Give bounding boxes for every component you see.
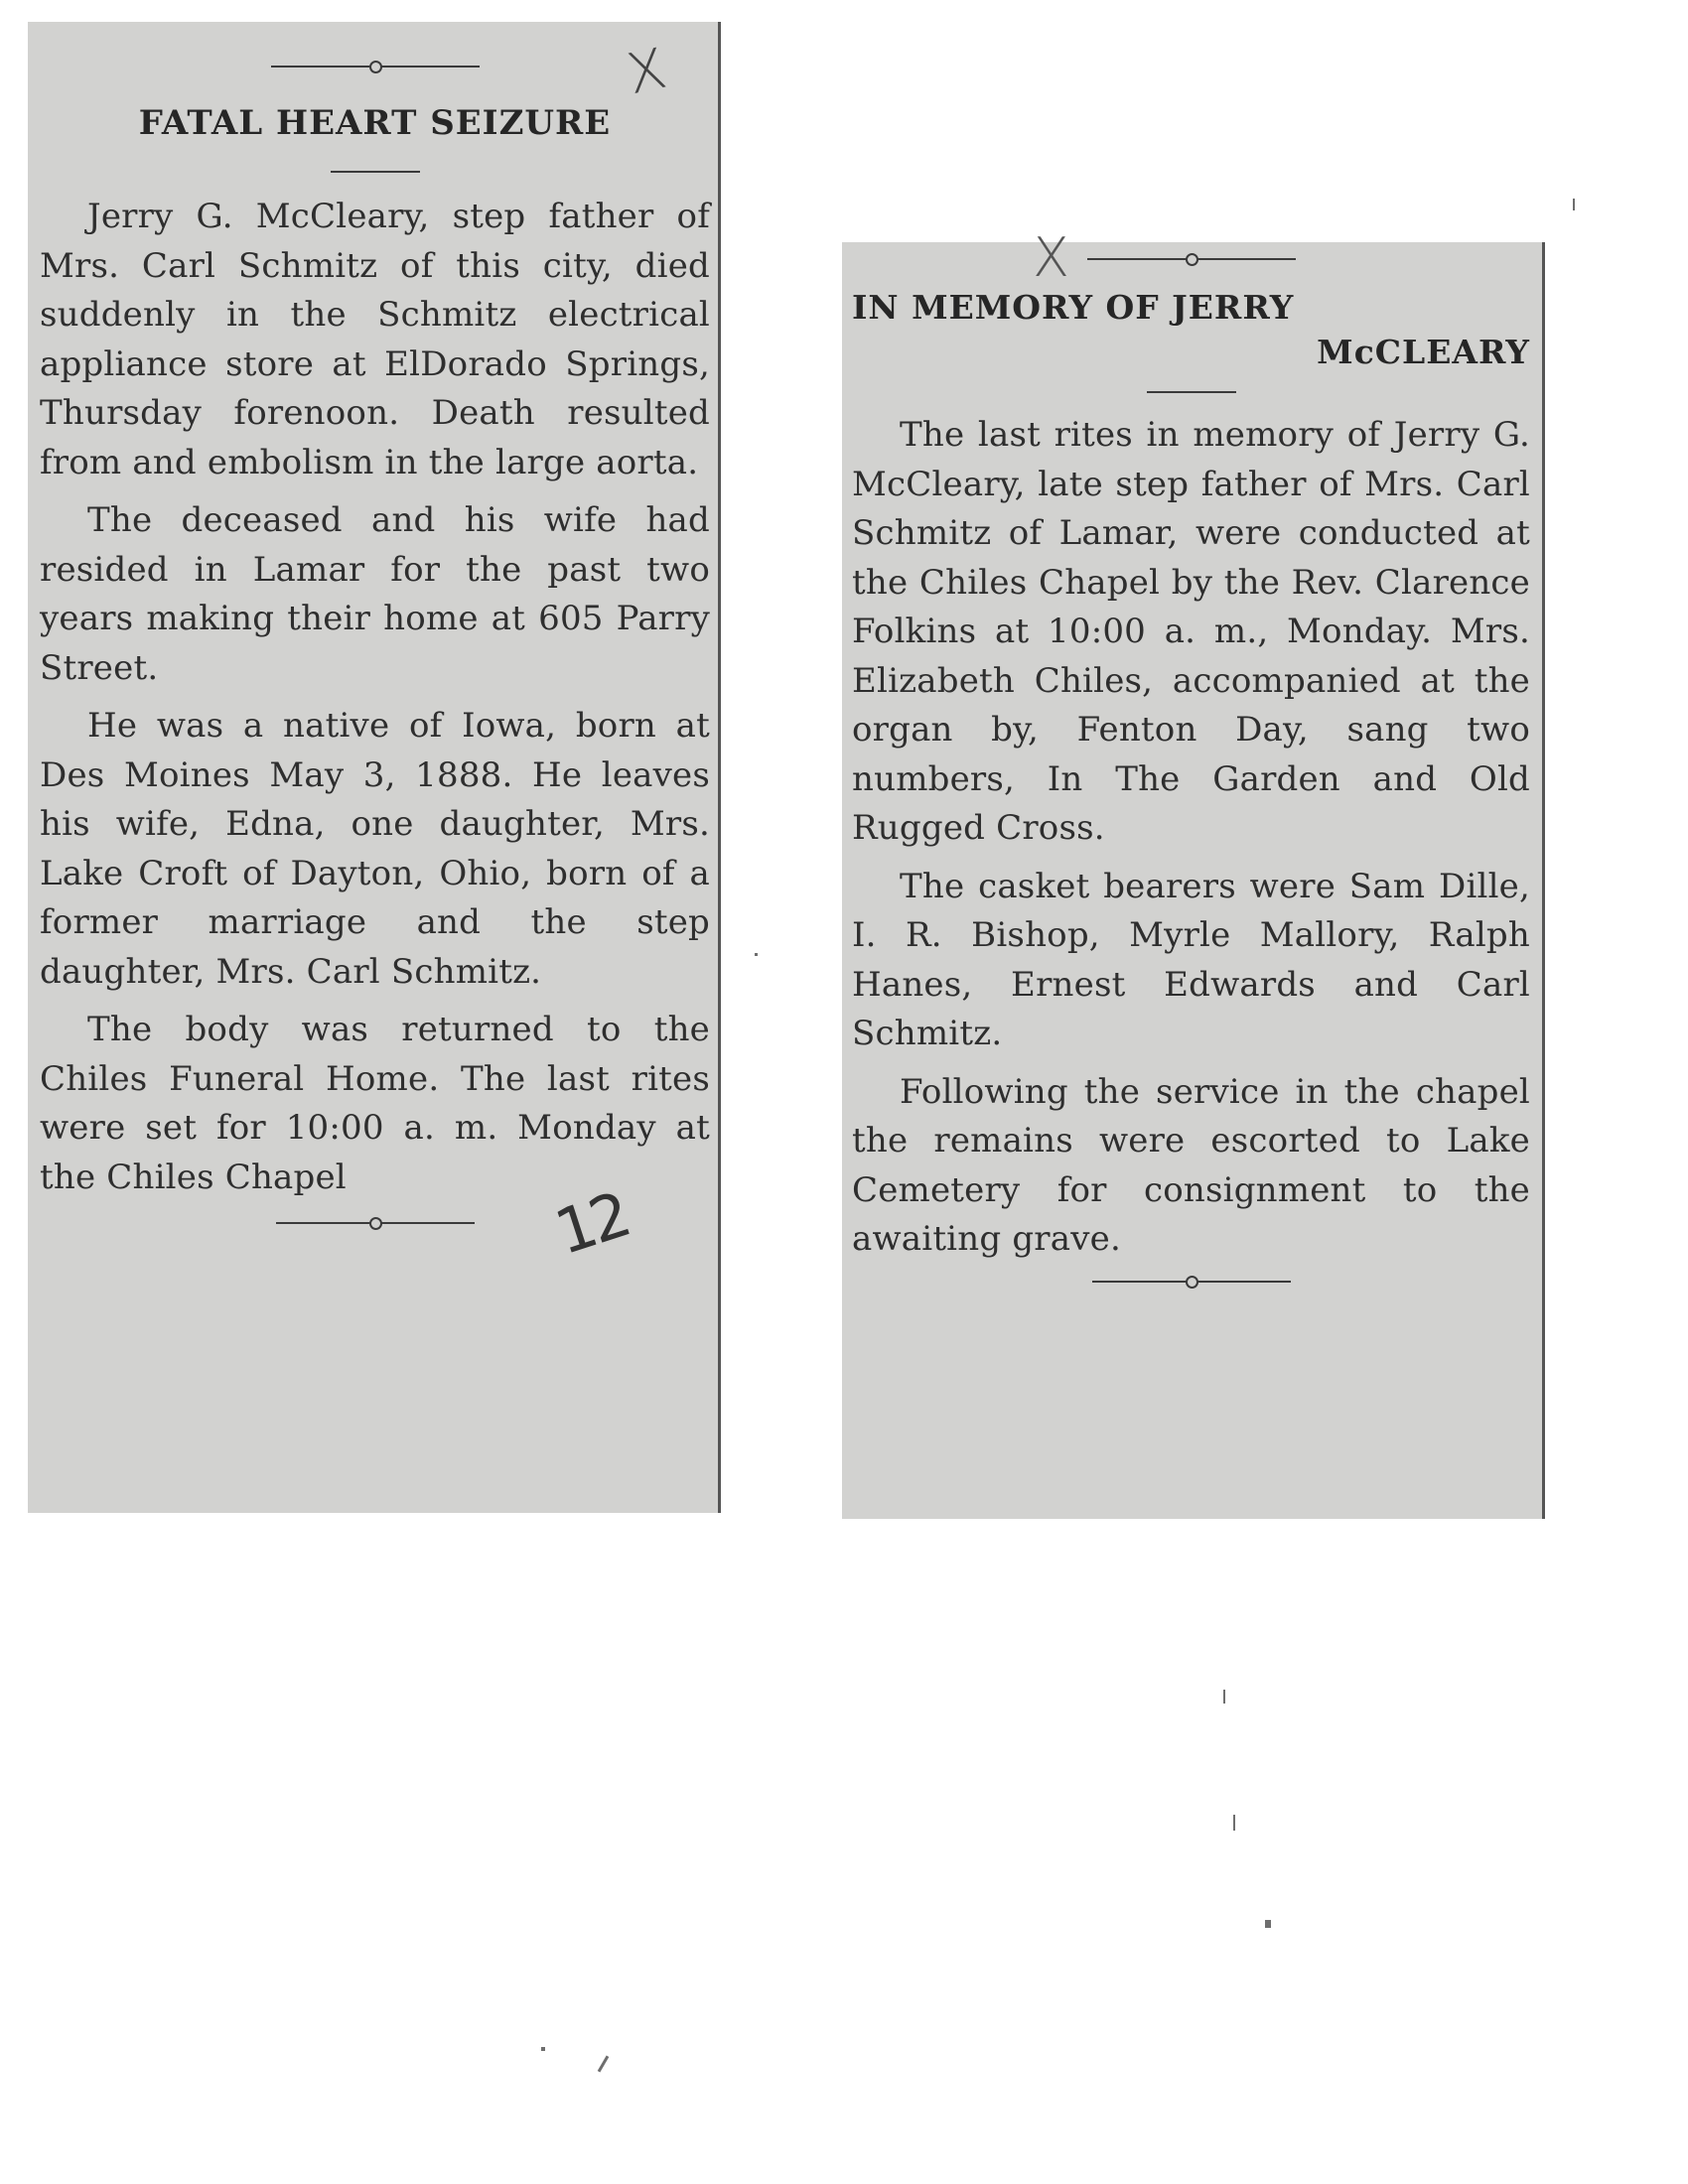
headline: FATAL HEART SEIZURE <box>138 103 612 143</box>
obituary-clipping-fatal-heart-seizure <box>28 22 721 1513</box>
headline-divider <box>1147 391 1236 393</box>
scan-speck <box>541 2047 545 2051</box>
top-ornament-rule <box>1087 252 1296 266</box>
scan-speck <box>1223 1690 1225 1704</box>
paragraph: The deceased and his wife had resided in Lamar for the past two years making their home at 605 Parry Street. <box>40 500 710 688</box>
handwritten-x-mark: X <box>1033 226 1069 289</box>
paragraph: Jerry G. McCleary, step father of Mrs. Carl Schmitz of this city, died suddenly in the Schmitz electrical appliance store at ElDorado Springs, Thursday forenoon. Death resulted from and embolism in the large aorta. <box>40 197 710 482</box>
headline-line-1: IN MEMORY OF JERRY <box>852 288 1295 327</box>
paragraph: Following the service in the chapel the remains were escorted to Lake Cemetery for consignment to the awaiting grave. <box>852 1071 1530 1259</box>
scan-speck <box>755 953 758 956</box>
paragraph: The last rites in memory of Jerry G. McCleary, late step father of Mrs. Carl Schmitz of Lamar, were conducted at the Chiles Chapel by the Rev. Clarence Folkins at 10:00 a. m., Monday. Mrs. Elizabeth Chiles, accompanied at the organ by, Fenton Day, sang two numbers, In The Garden and Old Rugged Cross. <box>852 415 1530 848</box>
paragraph: He was a native of Iowa, born at Des Moines May 3, 1888. He leaves his wife, Edna, one daughter, Mrs. Lake Croft of Dayton, Ohio, born of a former marriage and the step daughter, Mrs. Carl Schmitz. <box>40 706 710 992</box>
handwritten-number: 12 <box>546 1177 636 1270</box>
scan-speck <box>598 2055 610 2072</box>
scan-speck <box>1233 1815 1235 1831</box>
handwritten-x-mark: X <box>621 36 672 108</box>
bottom-ornament-rule <box>1092 1275 1291 1289</box>
top-ornament-rule <box>271 60 480 73</box>
obituary-clipping-in-memory <box>842 242 1545 1519</box>
bottom-ornament-rule <box>276 1216 475 1230</box>
paragraph: The casket bearers were Sam Dille, I. R. Bishop, Myrle Mallory, Ralph Hanes, Ernest Edwards and Carl Schmitz. <box>852 866 1530 1053</box>
paragraph: The body was returned to the Chiles Funeral Home. The last rites were set for 10:00 a. m. Monday at the Chiles Chapel <box>40 1010 710 1197</box>
scan-speck <box>1573 199 1575 210</box>
headline-divider <box>331 171 420 173</box>
scan-speck <box>1265 1920 1271 1928</box>
headline-line-2: McCLEARY <box>1317 333 1530 371</box>
